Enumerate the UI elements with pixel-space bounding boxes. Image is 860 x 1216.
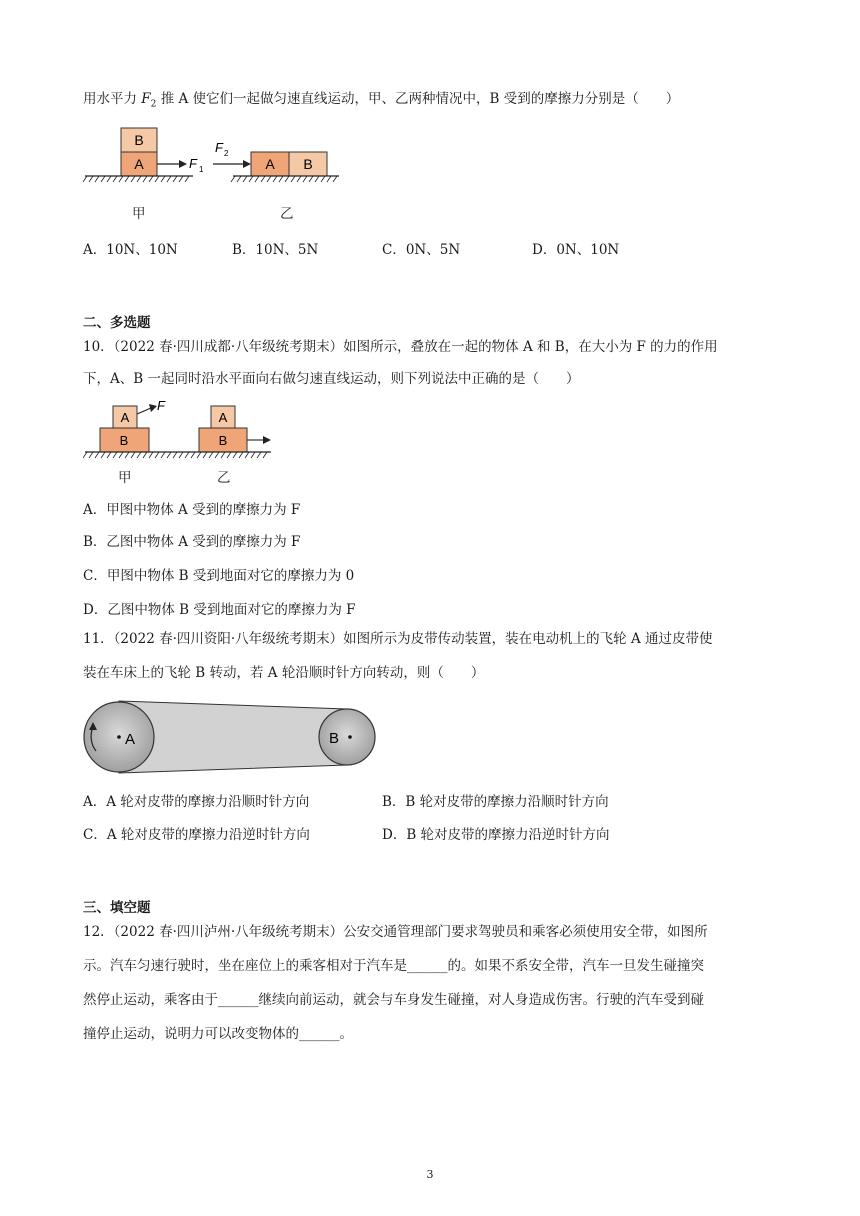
q10-figure-svg (83, 400, 273, 464)
q9-yi-ground-hatch (231, 176, 337, 182)
q10-yi-block-a-label: A (218, 410, 228, 425)
q10-ground-hatch (83, 452, 267, 458)
q10-option-c[interactable]: C．甲图中物体 B 受到地面对它的摩擦力为 0 (83, 568, 355, 584)
q9-figure-svg (83, 124, 353, 190)
q10-option-b[interactable]: B．乙图中物体 A 受到的摩擦力为 F (83, 534, 301, 550)
q9-jia-force-sub: 1 (199, 165, 204, 174)
q10-yi-block-b-label: B (218, 433, 228, 448)
q9-stem-line (83, 90, 679, 114)
q11-wheel-a-label: A (125, 731, 136, 748)
q10-caption-yi: 乙 (217, 470, 231, 486)
q10-jia-block-a-label: A (120, 410, 130, 425)
q9-option-c[interactable]: C．0N、5N (382, 242, 461, 258)
q11-wheel-b-label: B (329, 730, 340, 747)
q9-caption-jia: 甲 (132, 206, 146, 222)
q11-option-b[interactable]: B．B 轮对皮带的摩擦力沿顺时针方向 (382, 794, 609, 810)
q10-figure (83, 400, 273, 468)
q10-stem-line-2: 下，A、B 一起同时沿水平面向右做匀速直线运动，则下列说法中正确的是（ ） (83, 371, 580, 387)
q11-option-a[interactable]: A．A 轮对皮带的摩擦力沿顺时针方向 (83, 794, 310, 810)
q10-caption-jia: 甲 (118, 470, 132, 486)
q12-stem-line-2: 示。汽车匀速行驶时，坐在座位上的乘客相对于汽车是______的。如果不系安全带，汽车一旦发生碰撞突 (83, 958, 704, 974)
q11-option-d[interactable]: D．B 轮对皮带的摩擦力沿逆时针方向 (382, 827, 610, 843)
q11-stem-line-2: 装在车床上的飞轮 B 转动，若 A 轮沿顺时针方向转动，则（ ） (83, 665, 485, 681)
q9-option-a[interactable]: A．10N、10N (83, 242, 178, 258)
q10-jia-arrowhead (149, 404, 157, 412)
q9-yi-arrowhead (243, 160, 251, 168)
q10-stem-line-1: 10．（2022 春·四川成都·八年级统考期末）如图所示，叠放在一起的物体 A 和 B，在大小为 F 的力的作用 (83, 339, 718, 355)
q9-option-d[interactable]: D．0N、10N (532, 242, 620, 258)
q10-yi-arrowhead (263, 436, 271, 444)
q11-wheel-b-axle (348, 735, 352, 739)
q9-caption-yi: 乙 (280, 206, 294, 222)
q9-jia-block-a-label: A (134, 156, 144, 172)
section-heading-fill-blank: 三、填空题 (83, 900, 151, 916)
q9-stem-text-2: 推 A 使它们一起做匀速直线运动，甲、乙两种情况中，B 受到的摩擦力分别是（ ） (156, 91, 680, 107)
page-number: 3 (426, 1168, 434, 1181)
q9-yi-force-label: F (215, 140, 223, 155)
q9-jia-arrowhead (179, 160, 187, 168)
q9-yi-block-a-label: A (265, 156, 275, 172)
q10-jia-block-b-label: B (119, 433, 129, 448)
q10-jia-force-arrow (137, 408, 151, 414)
section-heading-multi-choice: 二、多选题 (83, 315, 151, 331)
q9-jia-block-b-label: B (134, 132, 144, 148)
q9-force-subscript: 2 (150, 99, 157, 110)
q12-stem-line-3: 然停止运动，乘客由于______继续向前运动，就会与车身发生碰撞，对人身造成伤害。行驶的汽车受到碰 (83, 992, 704, 1008)
q11-figure (83, 697, 379, 781)
q10-option-d[interactable]: D．乙图中物体 B 受到地面对它的摩擦力为 F (83, 602, 356, 618)
q9-jia-ground-hatch (83, 176, 189, 182)
q11-belt-drive-svg (83, 697, 379, 777)
q10-jia-force-label: F (157, 400, 165, 413)
q11-option-c[interactable]: C．A 轮对皮带的摩擦力沿逆时针方向 (83, 827, 310, 843)
q9-option-b[interactable]: B．10N、5N (232, 242, 319, 258)
q9-force-symbol: F (141, 91, 151, 107)
q10-option-a[interactable]: A．甲图中物体 A 受到的摩擦力为 F (83, 502, 301, 518)
q11-wheel-b (319, 709, 375, 765)
q9-yi-force-sub: 2 (224, 149, 229, 158)
q12-stem-line-4: 撞停止运动，说明力可以改变物体的______。 (83, 1026, 353, 1042)
q9-figure (83, 124, 353, 194)
q9-jia-force-label: F (189, 156, 197, 171)
q9-stem-text-1: 用水平力 (83, 91, 142, 107)
q12-stem-line-1: 12．（2022 春·四川泸州·八年级统考期末）公安交通管理部门要求驾驶员和乘客必须使用安全带，如图所 (83, 924, 708, 940)
q9-yi-block-b-label: B (303, 156, 313, 172)
q11-wheel-a-axle (117, 735, 121, 739)
q11-stem-line-1: 11．（2022 春·四川资阳·八年级统考期末）如图所示为皮带传动装置，装在电动机上的飞轮 A 通过皮带使 (83, 631, 713, 647)
